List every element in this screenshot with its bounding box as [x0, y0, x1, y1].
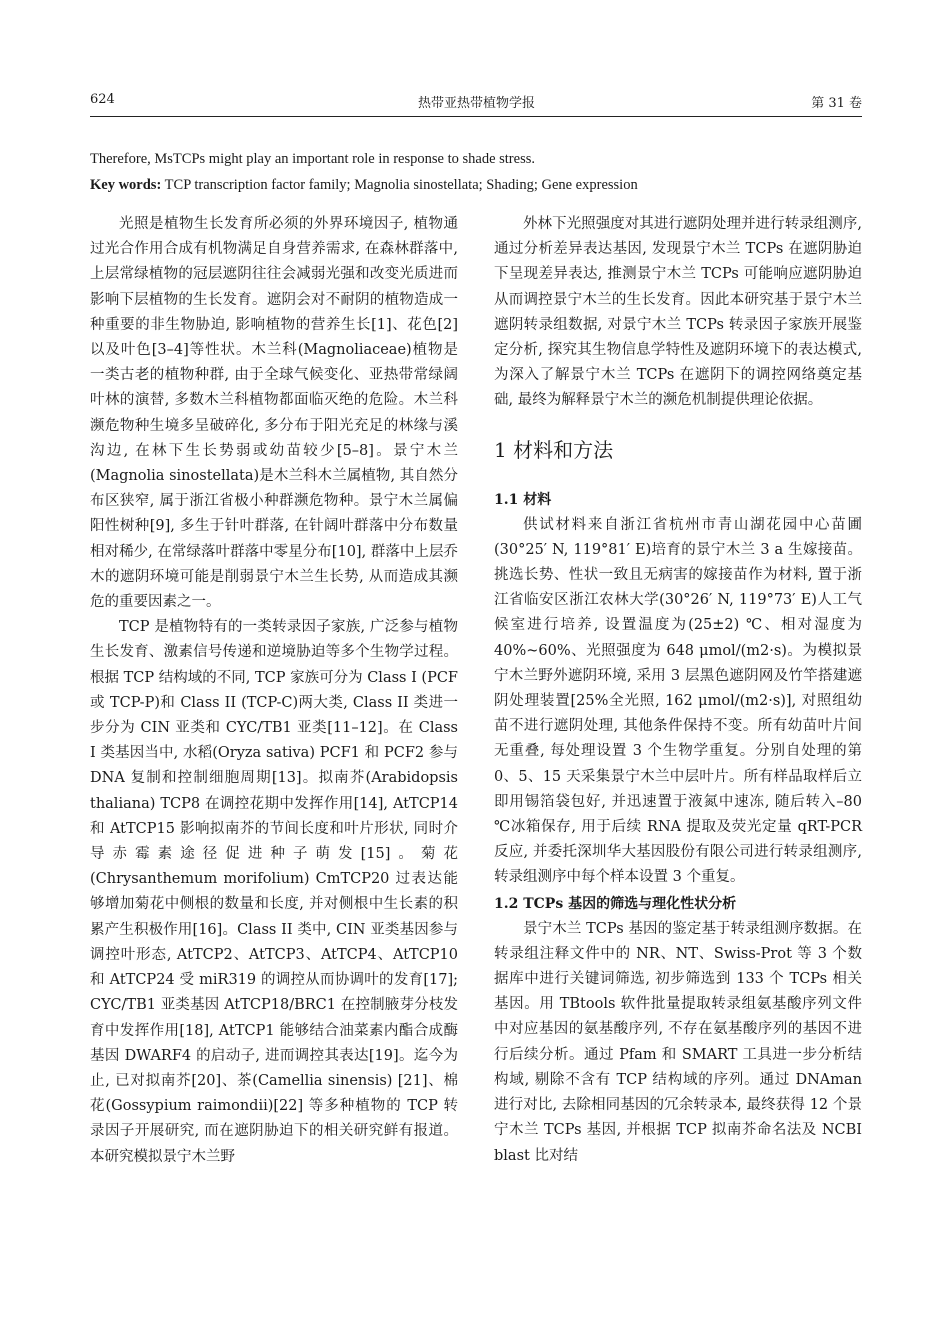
intro-paragraph-3: 外林下光照强度对其进行遮阴处理并进行转录组测序, 通过分析差异表达基因, 发现景宁木兰 TCPs 在遮阴胁迫下呈现差异表达, 推测景宁木兰 TCPs 可能响应遮阴胁迫从而调控景宁木兰的生长发育。因此本研究基于景宁木兰遮阴转录组数据, 对景宁木兰 TCPs 转录因子家族开展鉴定分析, 探究其生物信息学特性及遮阴环境下的表达模式, 为深入了解景宁木兰 TCPs 在遮阴下的调控网络奠定基础, 最终为解释景宁木兰的濒危机制提供理论依据。	[494, 216, 862, 409]
keywords-text: TCP transcription factor family; Magnolia sinostellata; Shading; Gene expression	[164, 177, 638, 193]
materials-paragraph: 供试材料来自浙江省杭州市青山湖花园中心苗圃(30°25′ N, 119°81′ E)培育的景宁木兰 3 a 生嫁接苗。挑选长势、性状一致且无病害的嫁接苗作为材料, 置于浙江省临安区浙江农林大学(30°26′ N, 119°73′ E)人工气候室进行培养, 设置温度为(25±2) ℃、相对湿度为 40%~60%、光照强度为 648 μmol/(m2·s)。为模拟景宁木兰野外遮阴环境, 采用 3 层黑色遮阴网及竹竿搭建遮阴处理装置[25%全光照, 162 μmol/(m2·s)], 对照组幼苗不进行遮阴处理, 其他条件保持不变。所有幼苗叶片间无重叠, 每处理设置 3 个生物学重复。分别自处理的第 0、5、15 天采集景宁木兰中层叶片。所有样品取样后立即用锡箔袋包好, 并迅速置于液氮中速冻, 随后转入–80 ℃冰箱保存, 用于后续 RNA 提取及荧光定量 qRT-PCR 反应, 并委托深圳华大基因股份有限公司进行转录组测序, 转录组测序中每个样本设置 3 个重复。	[494, 516, 862, 886]
keywords-label: Key words:	[90, 177, 162, 193]
intro-paragraph-1: 光照是植物生长发育所必须的外界环境因子, 植物通过光合作用合成有机物满足自身营养需求, 在森林群落中, 上层常绿植物的冠层遮阴往往会减弱光强和改变光质进而影响下层植物的生长发育。遮阴会对不耐阴的植物造成一种重要的非生物胁迫, 影响植物的营养生长[1]、花色[2]以及叶色[3–4]等性状。木兰科(Magnoliaceae)植物是一类古老的植物种群, 由于全球气候变化、亚热带常绿阔叶林的演替, 多数木兰科植物都面临灭绝的危险。木兰科濒危物种生境多呈破碎化, 多分布于阳光充足的林缘与溪沟边, 在林下生长势弱或幼苗较少[5–8]。景宁木兰(Magnolia sinostellata)是木兰科木兰属植物, 其自然分布区狭窄, 属于浙江省极小种群濒危物种。景宁木兰属偏阳性树种[9], 多生于针叶群落, 在针阔叶群落中分布数量相对稀少, 在常绿落叶群落中零星分布[10], 群落中上层乔木的遮阴环境可能是削弱景宁木兰生长势, 从而造成其濒危的重要因素之一。	[90, 216, 458, 611]
right-column	[494, 212, 862, 1169]
section-heading-methods: 1 材料和方法	[494, 437, 614, 462]
abstract-tail	[90, 146, 862, 198]
abstract-final-sentence: Therefore, MsTCPs might play an important role in response to shade stress.	[90, 151, 535, 167]
screening-paragraph: 景宁木兰 TCPs 基因的鉴定基于转录组测序数据。在转录组注释文件中的 NR、NT、Swiss-Prot 等 3 个数据库中进行关键词筛选, 初步筛选到 133 个 TCPs 相关基因。用 TBtools 软件批量提取转录组氨基酸序列文件中对应基因的氨基酸序列, 不存在氨基酸序列的基因不进行后续分析。通过 Pfam 和 SMART 工具进一步分析结构域, 剔除不含有 TCP 结构域的序列。通过 DNAman 进行对比, 去除相同基因的冗余转录本, 最终获得 12 个景宁木兰 TCPs 基因, 并根据 TCP 拟南芥命名法及 NCBI blast 比对结	[494, 920, 862, 1164]
subsection-heading-screening: 1.2 TCPs 基因的筛选与理化性状分析	[494, 895, 737, 912]
volume-label: 第 31 卷	[811, 96, 862, 111]
left-column	[90, 212, 458, 1170]
subsection-heading-materials: 1.1 材料	[494, 491, 552, 508]
journal-title: 热带亚热带植物学报	[418, 96, 536, 111]
header-rule	[90, 116, 862, 117]
page-number: 624	[90, 92, 115, 107]
keywords-line	[90, 172, 862, 198]
intro-paragraph-2: TCP 是植物特有的一类转录因子家族, 广泛参与植物生长发育、激素信号传递和逆境胁迫等多个生物学过程。根据 TCP 结构域的不同, TCP 家族可分为 Class I (PCF 或 TCP-P)和 Class II (TCP-C)两大类, Class II 类进一步分为 CIN 亚类和 CYC/TB1 亚类[11–12]。在 Class I 类基因当中, 水稻(Oryza sativa) PCF1 和 PCF2 参与 DNA 复制和控制细胞周期[13]。拟南芥(Arabidopsis thaliana) TCP8 在调控花期中发挥作用[14], AtTCP14 和 AtTCP15 影响拟南芥的节间长度和叶片形状, 同时介导赤霉素途径促进种子萌发[15]。菊花(Chrysanthemum morifolium) CmTCP20 过表达能够增加菊花中侧根的数量和长度, 并对侧根中生长素的积累产生积极作用[16]。Class II 类中, CIN 亚类基因参与调控叶形态, AtTCP2、AtTCP3、AtTCP4、AtTCP10 和 AtTCP24 受 miR319 的调控从而协调叶的发育[17]; CYC/TB1 亚类基因 AtTCP18/BRC1 在控制腋芽分枝发育中发挥作用[18], AtTCP1 能够结合油菜素内酯合成酶基因 DWARF4 的启动子, 进而调控其表达[19]。迄今为止, 已对拟南芥[20]、茶(Camellia sinensis) [21]、棉花(Gossypium raimondii)[22] 等多种植物的 TCP 转录因子开展研究, 而在遮阴胁迫下的相关研究鲜有报道。本研究模拟景宁木兰野	[90, 619, 458, 1165]
running-header	[90, 92, 862, 116]
